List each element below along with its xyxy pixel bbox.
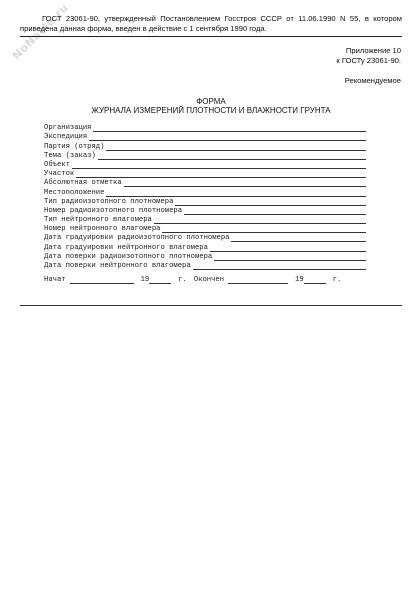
field-fill-line bbox=[106, 143, 366, 151]
appendix-line-1: Приложение 10 bbox=[345, 46, 401, 55]
field-label: Дата поверки радиоизотопного плотномера bbox=[44, 252, 213, 261]
header-note: ГОСТ 23061-90, утвержденный Постановлением Госстроя СССР от 11.06.1990 N 55, в котором приведена данная форма, введен в действие с 1 сентября 1990 года. bbox=[20, 14, 402, 37]
field-fill-line bbox=[162, 225, 366, 233]
field-label: Партия (отряд) bbox=[44, 142, 105, 151]
field-label: Дата градуировки нейтронного влагомера bbox=[44, 243, 208, 252]
field-row bbox=[44, 188, 366, 197]
appendix-line-2: к ГОСТу 23061-90. bbox=[336, 56, 401, 65]
field-row bbox=[44, 262, 366, 271]
start-year-blank bbox=[149, 276, 171, 284]
field-row bbox=[44, 152, 366, 161]
field-row bbox=[44, 133, 366, 142]
end-year-prefix: 19 bbox=[295, 276, 304, 284]
watermark-ribbon: NoNaMe.ru bbox=[9, 0, 72, 63]
field-label: Номер радиоизотопного плотномера bbox=[44, 206, 183, 215]
field-label: Тема (заказ) bbox=[44, 151, 96, 160]
field-fill-line bbox=[98, 152, 366, 160]
field-label: Тип нейтронного влагомера bbox=[44, 216, 152, 225]
field-fill-line bbox=[93, 124, 366, 132]
field-fill-line bbox=[184, 207, 366, 215]
recommended-label: Рекомендуемое bbox=[344, 76, 401, 85]
field-row bbox=[44, 124, 366, 133]
field-label: Участок bbox=[44, 170, 75, 179]
form-title bbox=[20, 97, 402, 115]
field-label: Тип радиоизотопного плотномера bbox=[44, 197, 174, 206]
field-label: Номер нейтронного влагомера bbox=[44, 225, 161, 234]
field-row bbox=[44, 170, 366, 179]
field-label: Местоположение bbox=[44, 188, 105, 197]
appendix-reference bbox=[336, 46, 401, 66]
field-label: Дата поверки нейтронного влагомера bbox=[44, 262, 191, 270]
field-label: Экспедиция bbox=[44, 133, 88, 142]
field-fill-line bbox=[124, 179, 366, 187]
field-fill-line bbox=[72, 161, 366, 169]
field-fill-line bbox=[210, 244, 366, 252]
end-year-suffix: г. bbox=[332, 276, 342, 284]
bottom-rule bbox=[20, 305, 402, 306]
end-date-blank bbox=[228, 276, 288, 284]
field-row bbox=[44, 198, 366, 207]
field-label: Объект bbox=[44, 160, 70, 169]
field-fill-line bbox=[193, 262, 366, 270]
field-fill-line bbox=[89, 133, 366, 141]
field-row bbox=[44, 207, 366, 216]
field-fill-line bbox=[106, 189, 366, 197]
field-row bbox=[44, 161, 366, 170]
form-fields bbox=[44, 124, 366, 271]
field-label: Дата градуировки радиоизотопного плотномера bbox=[44, 234, 230, 243]
field-fill-line bbox=[154, 216, 366, 224]
field-row bbox=[44, 253, 366, 262]
end-label: Окончен bbox=[193, 276, 225, 284]
field-fill-line bbox=[231, 234, 366, 242]
field-row bbox=[44, 234, 366, 243]
field-row bbox=[44, 243, 366, 252]
field-fill-line bbox=[76, 170, 366, 178]
field-fill-line bbox=[214, 253, 366, 261]
form-title-line-1: ФОРМА bbox=[196, 97, 226, 106]
field-row bbox=[44, 179, 366, 188]
field-row bbox=[44, 225, 366, 234]
start-label: Начат bbox=[44, 276, 66, 284]
start-year-prefix: 19 bbox=[140, 276, 150, 284]
field-row bbox=[44, 216, 366, 225]
end-year-blank bbox=[304, 276, 326, 284]
start-date-blank bbox=[70, 276, 134, 284]
field-label: Организация bbox=[44, 124, 92, 133]
field-fill-line bbox=[175, 198, 366, 206]
start-year-suffix: г. bbox=[178, 276, 187, 284]
field-row bbox=[44, 142, 366, 151]
form-title-line-2: ЖУРНАЛА ИЗМЕРЕНИЙ ПЛОТНОСТИ И ВЛАЖНОСТИ ГРУНТА bbox=[91, 106, 331, 115]
field-label: Абсолютная отметка bbox=[44, 179, 122, 188]
date-range-row bbox=[44, 276, 366, 285]
